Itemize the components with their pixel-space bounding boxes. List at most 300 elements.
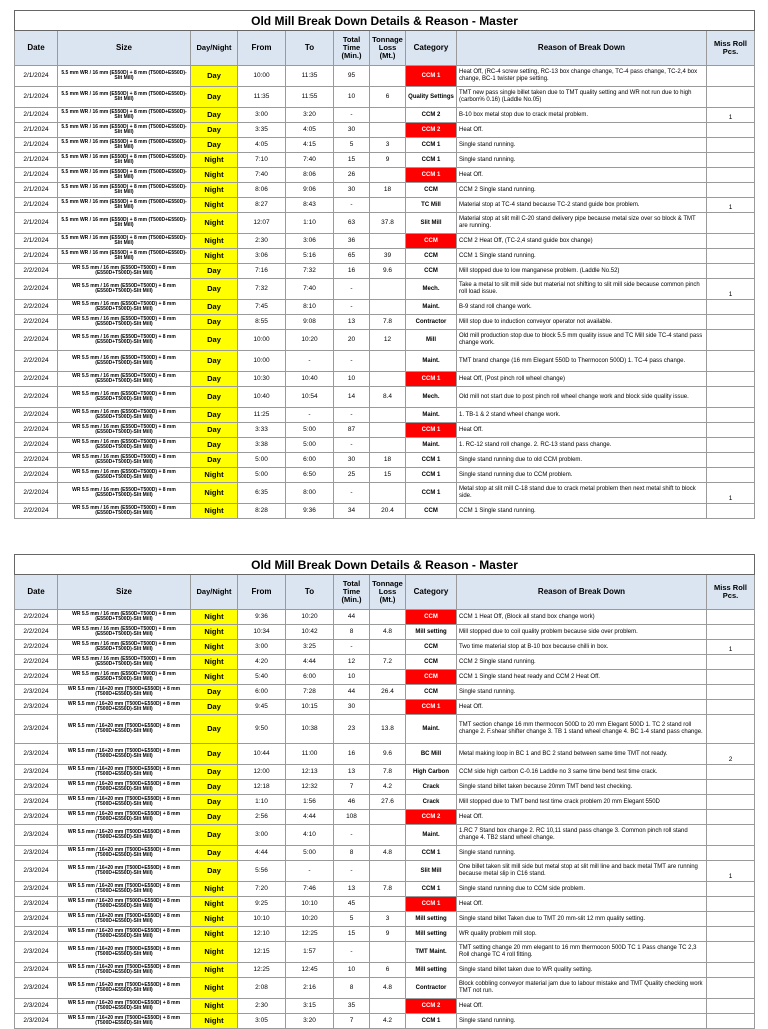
cell-from: 3:33 <box>238 423 286 438</box>
cell-total-time: 5 <box>334 138 370 153</box>
table-row <box>15 453 755 468</box>
cell-date: 2/3/2024 <box>15 978 58 999</box>
cell-total-time: - <box>334 300 370 315</box>
cell-from: 5:00 <box>238 453 286 468</box>
cell-category: CCM 2 <box>406 999 457 1014</box>
cell-shift: Night <box>191 198 238 213</box>
cell-miss-roll: 1 <box>707 108 755 123</box>
cell-reason: TMT section change 16 mm thermocon 500D to 20 mm Elegant 500D 1. TC 2 stand roll change 2. F.shear shifter change 3. TB 1 stand wheel change 4. BC 1-4 stand pass change. <box>457 715 707 744</box>
cell-size: WR 5.5 mm / 16 mm (E550D+T500D) + 8 mm (E550D+T500D)-Slit Mill) <box>58 351 191 372</box>
cell-date: 2/1/2024 <box>15 213 58 234</box>
table-row <box>15 700 755 715</box>
cell-shift: Night <box>191 249 238 264</box>
cell-reason: Single stand running. <box>457 1014 707 1029</box>
cell-to: 4:44 <box>286 810 334 825</box>
cell-to: - <box>286 861 334 882</box>
cell-to: 3:15 <box>286 999 334 1014</box>
cell-reason: Material stop at TC-4 stand because TC-2 stand guide box problem. <box>457 198 707 213</box>
cell-reason: Metal making loop in BC 1 and BC 2 stand between same time TMT not ready. <box>457 744 707 765</box>
cell-tonnage-loss <box>370 825 406 846</box>
cell-date: 2/2/2024 <box>15 610 58 625</box>
cell-shift: Night <box>191 897 238 912</box>
cell-size: WR 5.5 mm / 16+20 mm (T500D+E550D) + 8 mm (T500D+E550D)-Slit Mill) <box>58 927 191 942</box>
header-date: Date <box>15 31 58 66</box>
cell-category: CCM <box>406 610 457 625</box>
cell-reason: Mill stopped due to low manganese problem. (Laddle No.52) <box>457 264 707 279</box>
cell-from: 7:20 <box>238 882 286 897</box>
header-shift: Day/Night <box>191 31 238 66</box>
cell-to: 7:32 <box>286 264 334 279</box>
cell-size: WR 5.5 mm / 16 mm (E550D+T500D) + 8 mm (E550D+T500D)-Slit Mill) <box>58 372 191 387</box>
cell-date: 2/3/2024 <box>15 1014 58 1029</box>
cell-size: 5.5 mm WR / 16 mm (E550D) + 8 mm (T500D+E550D)-Slit Mill) <box>58 108 191 123</box>
table-row <box>15 780 755 795</box>
cell-to: 3:20 <box>286 108 334 123</box>
cell-to: 10:15 <box>286 700 334 715</box>
cell-category: TMT Maint. <box>406 942 457 963</box>
cell-date: 2/1/2024 <box>15 108 58 123</box>
cell-size: WR 5.5 mm / 16 mm (E550D+T500D) + 8 mm (E550D+T500D)-Slit Mill) <box>58 300 191 315</box>
cell-date: 2/3/2024 <box>15 846 58 861</box>
cell-total-time: 10 <box>334 670 370 685</box>
cell-date: 2/3/2024 <box>15 942 58 963</box>
cell-from: 3:06 <box>238 249 286 264</box>
cell-to: 6:50 <box>286 468 334 483</box>
cell-total-time: 7 <box>334 780 370 795</box>
cell-date: 2/2/2024 <box>15 640 58 655</box>
cell-tonnage-loss <box>370 279 406 300</box>
cell-size: WR 5.5 mm / 16 mm (E550D+T500D) + 8 mm (E550D+T500D)-Slit Mill) <box>58 483 191 504</box>
cell-miss-roll <box>707 700 755 715</box>
cell-shift: Day <box>191 744 238 765</box>
cell-tonnage-loss <box>370 234 406 249</box>
table-row <box>15 999 755 1014</box>
cell-size: WR 5.5 mm / 16+20 mm (T500D+E550D) + 8 mm (T500D+E550D)-Slit Mill) <box>58 825 191 846</box>
cell-category: CCM <box>406 655 457 670</box>
cell-from: 9:45 <box>238 700 286 715</box>
cell-category: CCM 1 <box>406 1014 457 1029</box>
cell-category: CCM 2 <box>406 810 457 825</box>
table-row <box>15 625 755 640</box>
table-row <box>15 897 755 912</box>
cell-miss-roll <box>707 942 755 963</box>
cell-size: WR 5.5 mm / 16 mm (E550D+T500D) + 8 mm (E550D+T500D)-Slit Mill) <box>58 504 191 519</box>
breakdown-table-1 <box>14 10 755 519</box>
cell-tonnage-loss: 4.2 <box>370 780 406 795</box>
cell-reason: Heat Off. <box>457 897 707 912</box>
cell-tonnage-loss <box>370 897 406 912</box>
cell-miss-roll <box>707 846 755 861</box>
header-from: From <box>238 31 286 66</box>
cell-to: 9:36 <box>286 504 334 519</box>
cell-total-time: 44 <box>334 610 370 625</box>
cell-total-time: 7 <box>334 1014 370 1029</box>
cell-tonnage-loss: 26.4 <box>370 685 406 700</box>
cell-tonnage-loss <box>370 408 406 423</box>
table-row <box>15 198 755 213</box>
cell-miss-roll <box>707 66 755 87</box>
cell-shift: Night <box>191 213 238 234</box>
cell-to: 11:00 <box>286 744 334 765</box>
table-row <box>15 108 755 123</box>
sheet-title: Old Mill Break Down Details & Reason - Master <box>15 555 755 575</box>
cell-date: 2/1/2024 <box>15 198 58 213</box>
header-shift: Day/Night <box>191 575 238 610</box>
cell-miss-roll <box>707 685 755 700</box>
cell-miss-roll <box>707 963 755 978</box>
cell-total-time: 45 <box>334 897 370 912</box>
cell-category: CCM 1 <box>406 882 457 897</box>
header-to: To <box>286 31 334 66</box>
cell-total-time: 15 <box>334 927 370 942</box>
cell-total-time: 63 <box>334 213 370 234</box>
table-row <box>15 504 755 519</box>
cell-tonnage-loss: 6 <box>370 87 406 108</box>
cell-date: 2/2/2024 <box>15 264 58 279</box>
cell-total-time: 30 <box>334 183 370 198</box>
cell-tonnage-loss <box>370 610 406 625</box>
table-row <box>15 655 755 670</box>
cell-category: CCM 1 <box>406 168 457 183</box>
cell-shift: Day <box>191 861 238 882</box>
cell-miss-roll <box>707 423 755 438</box>
cell-shift: Day <box>191 108 238 123</box>
cell-category: Maint. <box>406 351 457 372</box>
cell-reason: Single stand running. <box>457 685 707 700</box>
cell-from: 9:50 <box>238 715 286 744</box>
cell-reason: Material stop at slit mill C-20 stand delivery pipe because metal size over so block & TMT are running. <box>457 213 707 234</box>
cell-miss-roll <box>707 123 755 138</box>
sheet-title: Old Mill Break Down Details & Reason - Master <box>15 11 755 31</box>
cell-from: 8:27 <box>238 198 286 213</box>
cell-miss-roll <box>707 138 755 153</box>
cell-total-time: 15 <box>334 153 370 168</box>
cell-total-time: - <box>334 640 370 655</box>
cell-total-time: 10 <box>334 372 370 387</box>
cell-total-time: 30 <box>334 700 370 715</box>
cell-reason: 1. TB-1 & 2 stand wheel change work. <box>457 408 707 423</box>
cell-miss-roll <box>707 912 755 927</box>
cell-from: 5:56 <box>238 861 286 882</box>
cell-total-time: 65 <box>334 249 370 264</box>
cell-to: 10:10 <box>286 897 334 912</box>
cell-category: CCM 1 <box>406 138 457 153</box>
header-category: Category <box>406 31 457 66</box>
cell-from: 12:18 <box>238 780 286 795</box>
cell-date: 2/1/2024 <box>15 183 58 198</box>
cell-size: WR 5.5 mm / 16 mm (E550D+T500D) + 8 mm (E550D+T500D)-Slit Mill) <box>58 453 191 468</box>
cell-reason: Old mill production stop due to block 5.5 mm quality issue and TC Mill side TC-4 stand pass change work. <box>457 330 707 351</box>
cell-reason: Single stand billet Taken due to TMT 20 mm-slit 12 mm quality setting. <box>457 912 707 927</box>
cell-reason: WR quality problem mill stop. <box>457 927 707 942</box>
cell-shift: Night <box>191 927 238 942</box>
cell-category: CCM 2 <box>406 123 457 138</box>
cell-shift: Night <box>191 468 238 483</box>
cell-tonnage-loss: 7.8 <box>370 765 406 780</box>
table-body-2 <box>15 610 755 1029</box>
cell-reason: Single stand running due to CCM side problem. <box>457 882 707 897</box>
cell-to: 7:28 <box>286 685 334 700</box>
cell-from: 6:00 <box>238 685 286 700</box>
cell-miss-roll: 2 <box>707 744 755 765</box>
cell-from: 9:36 <box>238 610 286 625</box>
cell-shift: Day <box>191 372 238 387</box>
header-from: From <box>238 575 286 610</box>
table-row <box>15 87 755 108</box>
cell-reason: Heat Off. <box>457 999 707 1014</box>
cell-category: TC Mill <box>406 198 457 213</box>
cell-to: - <box>286 408 334 423</box>
cell-category: Crack <box>406 780 457 795</box>
table-row <box>15 438 755 453</box>
cell-to: 5:00 <box>286 423 334 438</box>
cell-reason: 1.RC 7 Stand box change 2. RC 10,11 stand pass change 3. Common pinch roll stand change 4. TB2 stand wheel change. <box>457 825 707 846</box>
cell-from: 12:25 <box>238 963 286 978</box>
cell-from: 3:00 <box>238 108 286 123</box>
cell-shift: Day <box>191 87 238 108</box>
cell-size: WR 5.5 mm / 16 mm (E550D+T500D) + 8 mm (E550D+T500D)-Slit Mill) <box>58 279 191 300</box>
cell-miss-roll <box>707 408 755 423</box>
cell-shift: Day <box>191 279 238 300</box>
cell-to: 7:40 <box>286 279 334 300</box>
cell-from: 3:35 <box>238 123 286 138</box>
cell-category: CCM 1 <box>406 372 457 387</box>
cell-to: 12:13 <box>286 765 334 780</box>
cell-shift: Night <box>191 1014 238 1029</box>
cell-size: WR 5.5 mm / 16 mm (E550D+T500D) + 8 mm (E550D+T500D)-Slit Mill) <box>58 655 191 670</box>
cell-from: 4:20 <box>238 655 286 670</box>
table-row <box>15 264 755 279</box>
cell-tonnage-loss: 27.6 <box>370 795 406 810</box>
cell-shift: Day <box>191 810 238 825</box>
cell-reason: Heat Off. <box>457 168 707 183</box>
cell-tonnage-loss: 9.6 <box>370 264 406 279</box>
cell-size: WR 5.5 mm / 16+20 mm (T500D+E550D) + 8 mm (T500D+E550D)-Slit Mill) <box>58 846 191 861</box>
cell-total-time: 16 <box>334 264 370 279</box>
cell-from: 10:34 <box>238 625 286 640</box>
cell-miss-roll <box>707 882 755 897</box>
cell-tonnage-loss: 9.6 <box>370 744 406 765</box>
cell-to: 5:00 <box>286 846 334 861</box>
cell-shift: Night <box>191 168 238 183</box>
table-row <box>15 685 755 700</box>
cell-to: 10:38 <box>286 715 334 744</box>
cell-shift: Day <box>191 351 238 372</box>
cell-size: WR 5.5 mm / 16 mm (E550D+T500D) + 8 mm (E550D+T500D)-Slit Mill) <box>58 625 191 640</box>
table-row <box>15 123 755 138</box>
cell-total-time: - <box>334 483 370 504</box>
cell-reason: CCM 1 Heat Off, (Block all stand box change work) <box>457 610 707 625</box>
cell-reason: Mill stopped due to TMT bend test time crack problem 20 mm Elegant 550D <box>457 795 707 810</box>
cell-shift: Night <box>191 999 238 1014</box>
cell-to: 12:45 <box>286 963 334 978</box>
cell-tonnage-loss: 37.8 <box>370 213 406 234</box>
cell-date: 2/3/2024 <box>15 810 58 825</box>
table-row <box>15 912 755 927</box>
cell-to: 4:44 <box>286 655 334 670</box>
cell-miss-roll <box>707 504 755 519</box>
cell-reason: Take a metal to slit mill side but material not shifting to slit mill side because common pinch roll load issue. <box>457 279 707 300</box>
cell-category: CCM <box>406 685 457 700</box>
cell-miss-roll <box>707 978 755 999</box>
table-row <box>15 234 755 249</box>
cell-from: 1:10 <box>238 795 286 810</box>
cell-category: CCM <box>406 264 457 279</box>
cell-size: WR 5.5 mm / 16+20 mm (T500D+E550D) + 8 mm (T500D+E550D)-Slit Mill) <box>58 999 191 1014</box>
cell-date: 2/2/2024 <box>15 483 58 504</box>
cell-miss-roll <box>707 234 755 249</box>
cell-miss-roll <box>707 610 755 625</box>
cell-to: 9:08 <box>286 315 334 330</box>
cell-date: 2/1/2024 <box>15 153 58 168</box>
cell-tonnage-loss: 15 <box>370 468 406 483</box>
cell-size: WR 5.5 mm / 16+20 mm (T500D+E550D) + 8 mm (T500D+E550D)-Slit Mill) <box>58 912 191 927</box>
cell-from: 3:38 <box>238 438 286 453</box>
cell-miss-roll <box>707 438 755 453</box>
cell-from: 3:05 <box>238 1014 286 1029</box>
cell-date: 2/1/2024 <box>15 168 58 183</box>
cell-total-time: 44 <box>334 685 370 700</box>
cell-tonnage-loss <box>370 423 406 438</box>
cell-to: 12:32 <box>286 780 334 795</box>
cell-category: Mech. <box>406 387 457 408</box>
cell-category: High Carbon <box>406 765 457 780</box>
cell-total-time: 13 <box>334 882 370 897</box>
table-row <box>15 1014 755 1029</box>
cell-tonnage-loss <box>370 108 406 123</box>
cell-miss-roll <box>707 315 755 330</box>
cell-shift: Day <box>191 765 238 780</box>
cell-to: 1:10 <box>286 213 334 234</box>
table-row <box>15 66 755 87</box>
cell-size: WR 5.5 mm / 16+20 mm (T500D+E550D) + 8 mm (T500D+E550D)-Slit Mill) <box>58 978 191 999</box>
cell-to: 10:42 <box>286 625 334 640</box>
table-row <box>15 213 755 234</box>
cell-size: WR 5.5 mm / 16+20 mm (T500D+E550D) + 8 mm (T500D+E550D)-Slit Mill) <box>58 942 191 963</box>
cell-tonnage-loss: 6 <box>370 963 406 978</box>
cell-total-time: - <box>334 108 370 123</box>
table-row <box>15 810 755 825</box>
cell-total-time: 26 <box>334 168 370 183</box>
cell-to: 8:10 <box>286 300 334 315</box>
cell-reason: CCM 2 Heat Off, (TC-2,4 stand guide box change) <box>457 234 707 249</box>
cell-reason: CCM 2 Single stand running. <box>457 183 707 198</box>
cell-miss-roll <box>707 264 755 279</box>
cell-category: CCM 1 <box>406 700 457 715</box>
cell-from: 2:56 <box>238 810 286 825</box>
table-row <box>15 861 755 882</box>
cell-miss-roll <box>707 625 755 640</box>
table-row <box>15 315 755 330</box>
header-total-time: Total Time (Min.) <box>334 575 370 610</box>
cell-size: 5.5 mm WR / 16 mm (E550D) + 8 mm (T500D+E550D)-Slit Mill) <box>58 249 191 264</box>
cell-tonnage-loss <box>370 640 406 655</box>
cell-shift: Day <box>191 138 238 153</box>
cell-tonnage-loss <box>370 168 406 183</box>
cell-tonnage-loss: 20.4 <box>370 504 406 519</box>
cell-date: 2/1/2024 <box>15 123 58 138</box>
cell-date: 2/3/2024 <box>15 765 58 780</box>
cell-shift: Day <box>191 795 238 810</box>
cell-tonnage-loss <box>370 198 406 213</box>
table-row <box>15 153 755 168</box>
cell-from: 12:15 <box>238 942 286 963</box>
cell-from: 10:30 <box>238 372 286 387</box>
cell-reason: Single stand running. <box>457 138 707 153</box>
cell-category: Mill setting <box>406 912 457 927</box>
cell-from: 5:40 <box>238 670 286 685</box>
cell-to: 12:25 <box>286 927 334 942</box>
cell-date: 2/1/2024 <box>15 249 58 264</box>
cell-tonnage-loss <box>370 66 406 87</box>
cell-to: 3:06 <box>286 234 334 249</box>
cell-reason: Heat Off, (RC-4 screw setting, RC-13 box change change, TC-4 pass change, TC-2,4 box change, BC-1 twister pipe setting. <box>457 66 707 87</box>
cell-reason: Heat Off. <box>457 700 707 715</box>
table-row <box>15 670 755 685</box>
cell-from: 3:00 <box>238 825 286 846</box>
cell-category: CCM 2 <box>406 108 457 123</box>
table-row <box>15 138 755 153</box>
cell-size: WR 5.5 mm / 16+20 mm (T500D+E550D) + 8 mm (T500D+E550D)-Slit Mill) <box>58 1014 191 1029</box>
cell-from: 6:35 <box>238 483 286 504</box>
cell-miss-roll <box>707 387 755 408</box>
cell-reason: TMT setting change 20 mm elegant to 16 mm thermocon 500D TC 1 Pass change TC 2,3 Roll change TC 4 roll fitting. <box>457 942 707 963</box>
cell-total-time: 30 <box>334 453 370 468</box>
cell-miss-roll <box>707 153 755 168</box>
cell-to: 8:06 <box>286 168 334 183</box>
cell-from: 5:00 <box>238 468 286 483</box>
cell-from: 8:28 <box>238 504 286 519</box>
cell-total-time: 12 <box>334 655 370 670</box>
cell-to: 2:16 <box>286 978 334 999</box>
cell-date: 2/2/2024 <box>15 372 58 387</box>
cell-date: 2/3/2024 <box>15 927 58 942</box>
cell-tonnage-loss: 3 <box>370 138 406 153</box>
cell-shift: Day <box>191 387 238 408</box>
cell-miss-roll <box>707 300 755 315</box>
cell-reason: Single stand billet taken due to WR quality setting. <box>457 963 707 978</box>
cell-from: 7:16 <box>238 264 286 279</box>
cell-total-time: 13 <box>334 765 370 780</box>
cell-total-time: - <box>334 198 370 213</box>
cell-size: WR 5.5 mm / 16+20 mm (T500D+E550D) + 8 mm (T500D+E550D)-Slit Mill) <box>58 744 191 765</box>
cell-miss-roll <box>707 670 755 685</box>
table-row <box>15 744 755 765</box>
cell-tonnage-loss: 4.8 <box>370 978 406 999</box>
cell-date: 2/2/2024 <box>15 387 58 408</box>
header-miss-roll: Miss Roll Pcs. <box>707 575 755 610</box>
cell-category: CCM <box>406 183 457 198</box>
cell-size: WR 5.5 mm / 16 mm (E550D+T500D) + 8 mm (E550D+T500D)-Slit Mill) <box>58 423 191 438</box>
cell-to: 10:40 <box>286 372 334 387</box>
cell-size: WR 5.5 mm / 16 mm (E550D+T500D) + 8 mm (E550D+T500D)-Slit Mill) <box>58 330 191 351</box>
cell-category: Mill setting <box>406 963 457 978</box>
table-row <box>15 300 755 315</box>
cell-total-time: 87 <box>334 423 370 438</box>
cell-tonnage-loss <box>370 123 406 138</box>
cell-category: CCM <box>406 234 457 249</box>
cell-miss-roll <box>707 372 755 387</box>
cell-miss-roll <box>707 795 755 810</box>
cell-reason: B-10 box metal stop due to crack metal problem. <box>457 108 707 123</box>
header-date: Date <box>15 575 58 610</box>
cell-to: 9:06 <box>286 183 334 198</box>
cell-size: WR 5.5 mm / 16+20 mm (T500D+E550D) + 8 mm (T500D+E550D)-Slit Mill) <box>58 795 191 810</box>
cell-to: 7:46 <box>286 882 334 897</box>
cell-reason: Single stand running. <box>457 846 707 861</box>
cell-miss-roll <box>707 468 755 483</box>
table-row <box>15 183 755 198</box>
